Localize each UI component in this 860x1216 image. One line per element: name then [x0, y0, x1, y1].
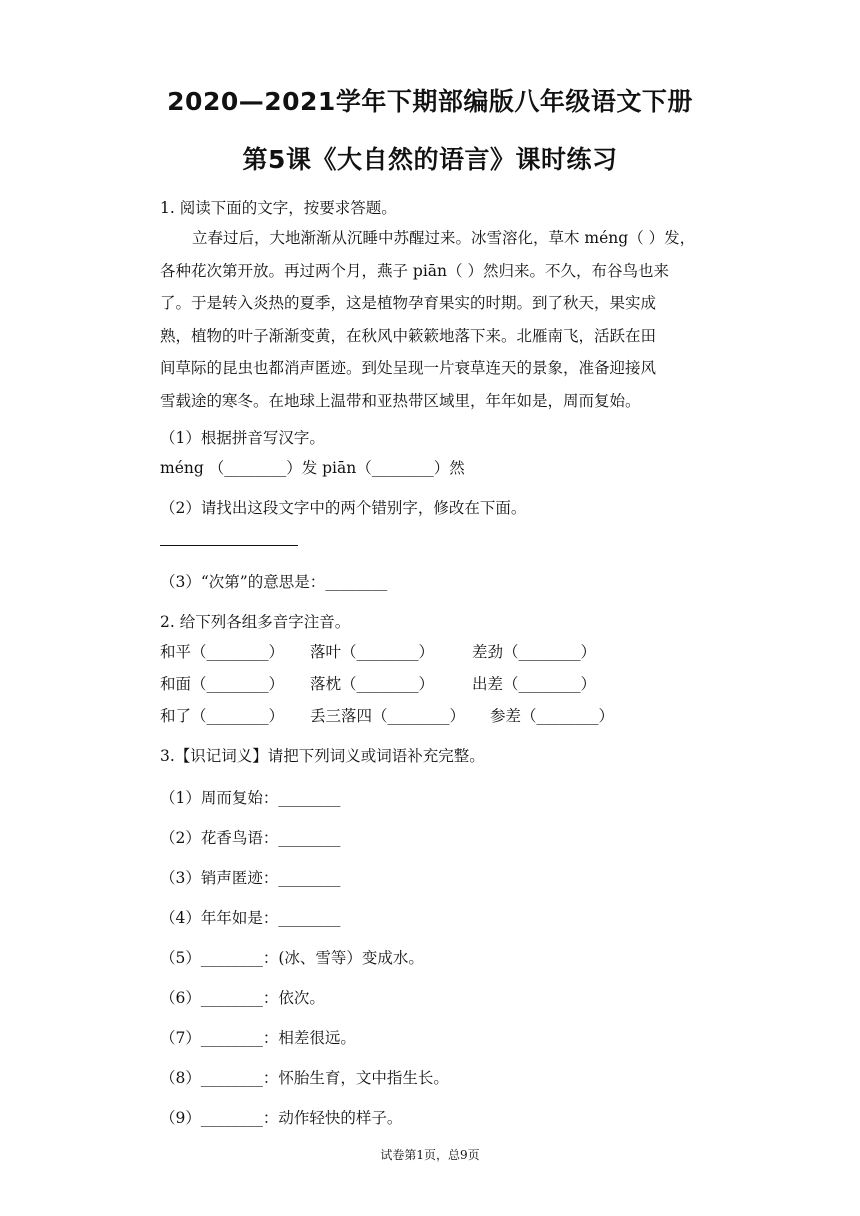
- polyphone-item: 参差（________）: [490, 707, 615, 725]
- passage-line: 了。于是转入炎热的夏季，这是植物孕育果实的时期。到了秋天，果实成: [160, 294, 657, 312]
- pinyin-answer-line: méng （________）发 piān（________）然: [160, 459, 465, 477]
- question-1-sub-2: （2）请找出这段文字中的两个错别字，修改在下面。: [160, 499, 527, 517]
- vocab-item: （6）________：依次。: [160, 989, 325, 1007]
- polyphone-item: 和平（________）: [160, 643, 285, 661]
- vocab-item: （5）________：(冰、雪等）变成水。: [160, 949, 424, 967]
- question-3-heading: 3.【识记词义】请把下列词义或词语补充完整。: [160, 747, 485, 765]
- polyphone-item: 出差（________）: [472, 675, 597, 693]
- passage-line: 立春过后，大地渐渐从沉睡中苏醒过来。冰雪溶化，草木 méng（ ）发，: [192, 229, 696, 247]
- polyphone-item: 落叶（________）: [310, 643, 435, 661]
- polyphone-item: 丢三落四（________）: [310, 707, 466, 725]
- document-title-line-2: 第5课《大自然的语言》课时练习: [242, 145, 618, 174]
- question-2-heading: 2. 给下列各组多音字注音。: [160, 613, 351, 631]
- vocab-item: （2）花香鸟语：________: [160, 829, 341, 847]
- passage-line: 各种花次第开放。再过两个月，燕子 piān（ ）然归来。不久，布谷鸟也来: [160, 261, 669, 280]
- passage-line: 雪载途的寒冬。在地球上温带和亚热带区域里，年年如是，周而复始。: [160, 391, 641, 410]
- document-title-line-1: 2020—2021学年下期部编版八年级语文下册: [167, 87, 693, 116]
- question-1-sub-3: （3）“次第”的意思是：________: [160, 573, 388, 591]
- typo-answer-blank: [160, 545, 298, 546]
- polyphone-item: 和面（________）: [160, 675, 285, 693]
- passage-line: 间草际的昆虫也都消声匿迹。到处呈现一片衰草连天的景象，准备迎接风: [160, 359, 657, 377]
- vocab-item: （8）________：怀胎生育，文中指生长。: [160, 1069, 449, 1087]
- vocab-item: （9）________：动作轻快的样子。: [160, 1109, 403, 1127]
- vocab-item: （3）销声匿迹：________: [160, 869, 341, 887]
- passage-line: 熟，植物的叶子渐渐变黄，在秋风中簌簌地落下来。北雁南飞，活跃在田: [160, 326, 657, 345]
- vocab-item: （7）________：相差很远。: [160, 1029, 356, 1047]
- vocab-item: （1）周而复始：________: [160, 789, 341, 807]
- question-1-sub-1: （1）根据拼音写汉字。: [160, 429, 325, 447]
- question-1-heading: 1. 阅读下面的文字，按要求答题。: [160, 199, 397, 217]
- polyphone-item: 和了（________）: [160, 707, 285, 725]
- polyphone-item: 差劲（________）: [472, 643, 597, 661]
- polyphone-item: 落枕（________）: [310, 675, 435, 693]
- reading-passage: [160, 222, 740, 417]
- vocab-item: （4）年年如是：________: [160, 909, 341, 927]
- page-footer: 试卷第1页，总9页: [380, 1148, 480, 1162]
